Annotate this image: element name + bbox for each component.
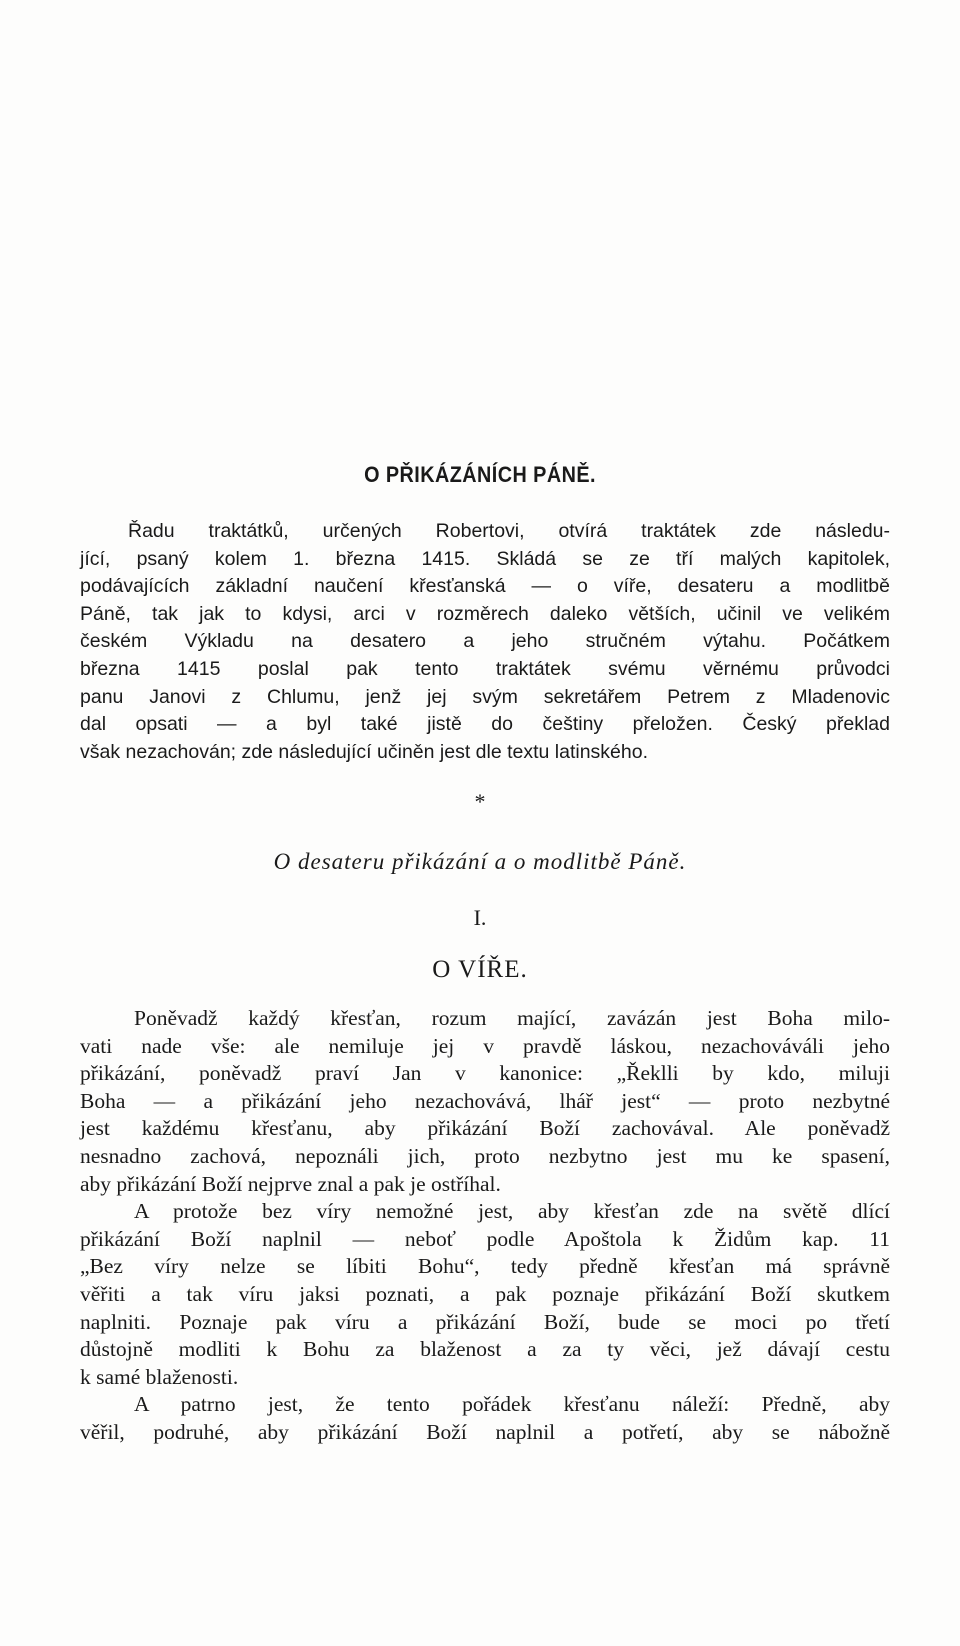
body-line: Boha — a přikázání jeho nezachovává, lhář jest“ — proto nezbytné [80, 1088, 890, 1113]
body-line: nesnadno zachová, nepoználi jich, proto nezbytno jest mu ke spasení, [80, 1143, 890, 1168]
intro-line: Řadu traktátků, určených Robertovi, otvírá traktátek zde následu- [128, 520, 890, 542]
chapter-title: O VÍŘE. [432, 956, 528, 983]
body-line: Poněvadž každý křesťan, rozum mající, zavázán jest Boha milo- [134, 1006, 890, 1030]
body-line: naplniti. Poznaje pak víru a přikázání Boží, bude se moci po třetí [80, 1309, 890, 1334]
section-separator: * [474, 789, 486, 814]
body-line: důstojně modliti k Bohu za blaženost a za ty věci, jež dávají cestu [80, 1337, 890, 1362]
body-line: k samé blaženosti. [80, 1364, 239, 1389]
chapter-number: I. [473, 905, 487, 930]
body-line: jest každému křesťanu, aby přikázání Boží zachovával. Ale poněvadž [80, 1116, 890, 1141]
intro-paragraph [80, 518, 890, 766]
intro-line: panu Janovi z Chlumu, jenž jej svým sekretářem Petrem z Mladenovic [80, 685, 890, 708]
intro-line: však nezachován; zde následující učiněn jest dle textu latinského. [80, 740, 649, 763]
body-text [80, 1005, 890, 1447]
body-line: „Bez víry nelze se líbiti Bohu“, tedy předně křesťan má správně [80, 1254, 890, 1279]
body-line: aby přikázání Boží nejprve znal a pak je ostříhal. [80, 1171, 501, 1196]
section-subtitle: O desateru přikázání a o modlitbě Páně. [273, 849, 687, 874]
intro-line: března 1415 poslal pak tento traktátek svému věrnému průvodci [80, 657, 890, 680]
body-line: přikázání Boží naplnil — neboť podle Apoštola k Židům kap. 11 [80, 1226, 890, 1251]
intro-line: Páně, tak jak to kdysi, arci v rozměrech daleko větších, učinil ve velikém [80, 602, 890, 625]
intro-line: dal opsati — a byl také jistě do češtiny přeložen. Český překlad [80, 713, 890, 736]
intro-line: jící, psaný kolem 1. března 1415. Skládá se ze tří malých kapitolek, [80, 547, 890, 570]
body-line: A patrno jest, že tento pořádek křesťanu náleží: Předně, aby [134, 1392, 890, 1417]
body-line: přikázání, poněvadž praví Jan v kanonice: „Řeklli by kdo, miluji [80, 1061, 890, 1086]
intro-line: českém Výkladu na desatero a jeho stručném výtahu. Počátkem [80, 630, 890, 653]
page-title: O PŘIKÁZÁNÍCH PÁNĚ. [364, 462, 596, 487]
intro-line: podávajících základní naučení křesťanská — o víře, desateru a modlitbě [80, 575, 890, 598]
body-line: věřiti a tak víru jaksi poznati, a pak poznaje přikázání Boží skutkem [80, 1281, 890, 1306]
body-line: A protože bez víry nemožné jest, aby křesťan zde na světě dlící [134, 1199, 890, 1224]
body-line: věřil, podruhé, aby přikázání Boží naplnil a potřetí, aby se nábožně [80, 1419, 890, 1444]
body-line: vati nade vše: ale nemiluje jej v pravdě láskou, nezachováváli jeho [80, 1033, 890, 1058]
